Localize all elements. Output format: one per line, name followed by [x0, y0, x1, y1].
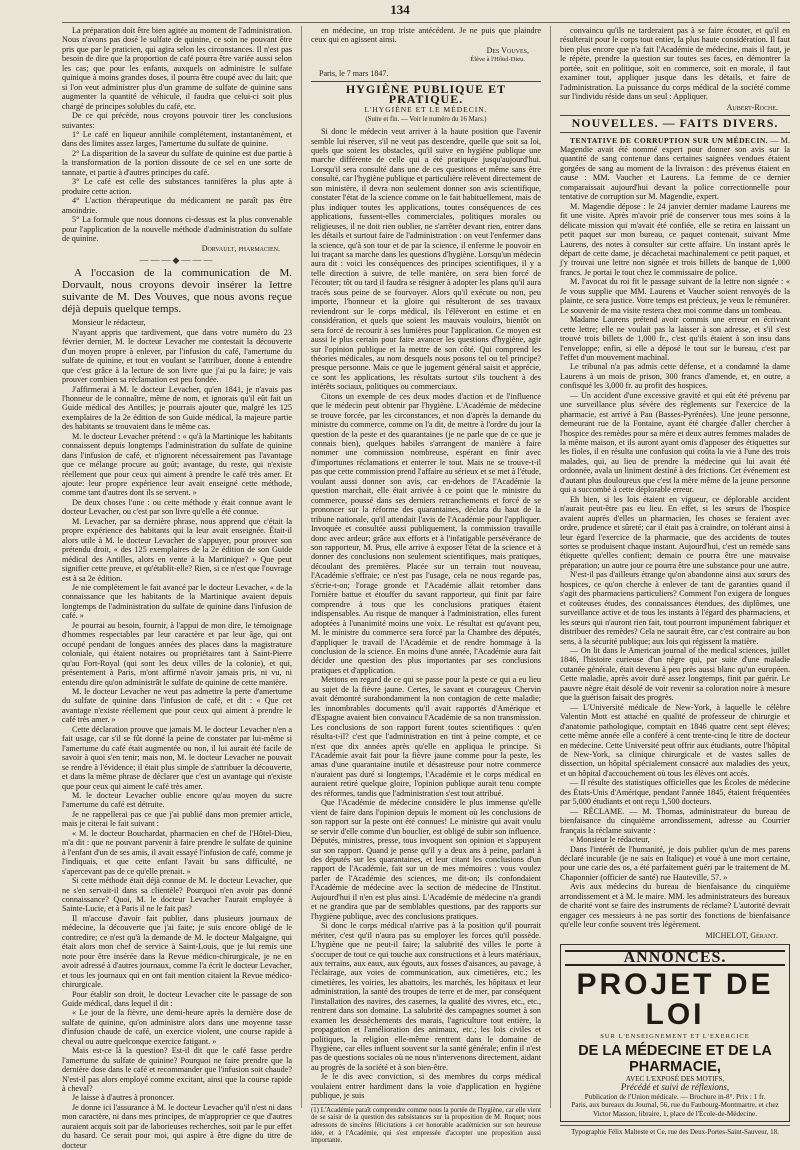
signature-gerant: MICHELOT, Gérant. [705, 930, 778, 940]
paragraph: Avis aux médecins du bureau de bienfaisance du cinquième arrondissement et à M. le maire. MM. les administrateurs des bureaux de charité vont se faire des instruments de réclame? L'autorité devrait engager ces messieurs à ne pas sortir des fonctions de bienfaisance qu'elle leur confie souvent très légèrement. [560, 882, 790, 930]
paragraph: « Monsieur le rédacteur, [570, 835, 650, 845]
section-title-nouvelles: NOUVELLES. — FAITS DIVERS. [571, 116, 779, 131]
paragraph: Il m'accuse d'avoir fait publier, dans plusieurs journaux de médecine, la découverte que j'ai faite; je suis encore obligé de le contredire; ce n'est qu'à la demande de M. le docteur Malgaigne, qui était alors mon chef de service à Saint-Louis, que je lui remis une note pour être insérée dans la Revue médico-chirurgicale, je ne en avoir adressé à d'autres journaux, comme l'a écrit le docteur Levacher, et tous les journaux qui en ont fait mention citaient la Revue médico-chirurgicale. [62, 913, 292, 990]
paragraph: M. l'avocat du roi fit le passage suivant de la lettre non signée : « Je vous supplie que MM. Laurens et Vaucher soient renvoyés de la plainte, ce sera justice. Votre temps est précieux, je veux le rémunérer. Le souvenir de ma visite restera chez moi comme dans un tombeau. [560, 277, 790, 315]
footnote: (1) L'Académie paraît comprendre comme nous la portée de l'hygiène, car elle vient de se saisir de la question des subsistances sur la proposition de M. Roquet; nous adressons de sincères félicitations à cet honorable académicien sur son heureuse idée, et à l'Académie, qui s'est empressée d'accepter une proposition aussi importante. [311, 1104, 541, 1145]
paragraph: — L'Université médicale de New-York, à laquelle le célèbre Valentin Mott est attaché en qualité de professeur de chirurgie et d'anatomie pathologique, comptait en 1846 quatre cent sept élèves; cette même année elle a conféré à cent trente-cinq le titre de docteur en médecine. Cette Université peut offrir aux étudiants, outre l'hôpital de New-York, sa clinique chirurgicale et de vastes salles de dissection, un hôpital spécialement consacré aux maladies des yeux, et un hôpital d'accouchement où tous les élèves ont accès. [560, 702, 790, 778]
paragraph: « M. le docteur Bouchardat, pharmacien en chef de l'Hôtel-Dieu, m'a dit : que ne pouvant parvenir à faire prendre le sulfate de quinine à l'enfant d'un de ses amis, il avait essayé l'infusion de café, comme je l'indiquais, et que cette enfant l'avait bu sans difficulté, ne s'apercevant pas de ce qu'elle prenait. » [62, 828, 292, 876]
news-item [560, 136, 790, 202]
paragraph: J'affirmerai à M. le docteur Levacher, qu'en 1841, je n'avais pas l'honneur de le connaître, même de nom, et ignorais qu'il eût fait un Guide médical des Antilles; je pourrais ajouter que, malgré les 125 exemplaires de la 2e édition de son Guide médical, la majeure partie des habitants se trouvaient dans le même cas. [62, 384, 292, 432]
column-divider [550, 26, 551, 1108]
advertisement [560, 944, 790, 1122]
article-title: L'HYGIÈNE ET LE MÉDECIN. [364, 105, 488, 115]
ad-italic-line: Précédé et suivi de réflexions, [620, 1082, 730, 1093]
column-1 [62, 26, 292, 1150]
paragraph: Si donc le médecin veut arriver à la haute position que l'avenir semble lui réserver, s'il ne veut pas descendre, quelle que soit sa loi, quels que soient les obstacles, qu'il suive en hygiène publique une marche différente de celle qui a été pratiquée jusqu'aujourd'hui. Lorsqu'il sera consulté dans une de ces questions et même sans être consulté, car l'hygiène publique et particulière relèvent directement de son ministère, il devra non seulement donner son avis scientifique, constater l'état de la science comme on le fait habituellement, mais de plus indiquer toutes les applications, toutes conséquences de ces applications, fussent-elles commerciales, politiques morales ou religieuses, il ne doit rien oublier, ne s'arrêter devant rien, entrer dans les détails et surtout faire de l'administration : on veut l'enfermer dans la science, qu'à son tour et de par la science, il enferme le pouvoir en lui traçant sa marche dans les questions d'hygiène. Lorsqu'un médecin aura dit : voici les conséquences des principes scientifiques, il y a telle direction à suivre, de telle manière, on sera bien forcé de l'écouter; tôt ou tard il faudra se résigner à adopter les plans qu'il aura tracés sous peine de se fourvoyer. Alors qu'il exécute ou non, peu importe, l'honneur et la gloire qui résulteront de ses travaux reviendront sur le corps médical, ils l'élèveront en estime et en considération, et quels que soient les mauvais vouloirs, bientôt on sera forcé de recourir à ses lumières pour l'application. Ce moyen est aussi le plus certain pour faire avancer les questions d'hygiène, agir sur l'opinion publique et la mettre de son côté. Qui comprend les théories médicales, au nom desquels nous posons tel ou tel principe? presque personne. Mais ce que le jugement général saisit et apprécie, ce sont les applications, les résultats surtout s'ils touchent à des intérêts sociaux, politiques ou commerciaux. [311, 127, 541, 392]
paragraph: De deux choses l'une : ou cette méthode y était connue avant le docteur Levacher, ou c'est par son livre qu'elle a été connue. [62, 497, 292, 517]
ad-title: PROJET DE LOI [576, 967, 774, 1031]
paragraph: Je le dis avec conviction, si des membres du corps médical voulaient entrer hardiment dans la voie d'application en hygiène publique, je suis [311, 1072, 541, 1101]
paragraph: Cette déclaration prouve que jamais M. le docteur Levacher n'en a fait usage, car s'il se fût donné la peine de constater par lui-même si l'amertume du café était augmentée ou non, il lui aurait été facile de savoir à quoi s'en tenir; mais non, M. le docteur Levacher ne pouvait se rendre à l'évidence; il était plus simple de s'attribuer la découverte, et dans la même phrase de déclarer que c'est un avantage qui n'existe que pour ceux qui aiment le café très amer. [62, 724, 292, 791]
section-rule [560, 132, 790, 133]
header-rule [62, 22, 790, 23]
paragraph: N'ayant appris que tardivement, que dans votre numéro du 23 février dernier, M. le docteur Levacher me contestait la découverte d'un moyen propre à enlever, par l'infusion du café, l'amertume du sulfate de quinine, et tout en voulant se l'attribuer, donne à entendre que c'est grâce à la lecture de son livre que j'ai pu la faire; je vais prouver combien sa réclamation est peu fondée. [62, 327, 292, 385]
paragraph: De ce qui précède, nous croyons pouvoir tirer les conclusions suivantes: [62, 111, 292, 130]
news-item-heading: TENTATIVE DE CORRUPTION SUR UN MÉDECIN. [570, 135, 769, 145]
conclusion-item: 5° La formule que nous donnons ci-dessus est la plus convenable pour l'application de la nouvelle méthode d'administration du sulfate de quinine. [62, 215, 292, 243]
signature-des-vouves: Des Vouves, [486, 45, 529, 55]
paragraph: Madame Laurens prétend avoir commis une erreur en écrivant cette lettre; elle ne voulait pas la laisser à son adresse, et s'il s'est trouvé trois billets de 1,000 fr., c'est qu'ils étaient à son insu dans l'enveloppe; enfin, si elle a déposé le tout sur le bureau, c'est par l'effet d'un mouvement machinal. [560, 315, 790, 362]
paragraph: en médecine, un trop triste antécédent. Je ne puis que plaindre ceux qui en agissent ainsi. [311, 26, 541, 45]
ad-line: Paris, aux bureaux du Journal, 56, rue du Faubourg-Montmartre, et chez Victor Masson, libraire, 1, place de l'École-de-Médecine. [571, 1101, 779, 1118]
column-2 [311, 26, 541, 1145]
column-3 [560, 26, 791, 1137]
paragraph: M. le docteur Levacher prétend : « qu'à la Martinique les habitants connaissent depuis longtemps l'administration du sulfate de quinine dans l'infusion de café, et n'ignorent nécessairement pas l'avantage que ce mélange procure au goût; avantage, du reste, qui n'existe réellement que pour ceux qui aiment à prendre le café très amer. Et ajoute: leur propre expérience leur avait enseigné cette méthode, comme tant d'autres dont ils se servent. » [62, 431, 292, 498]
conclusion-item: 4° L'action thérapeutique du médicament ne paraît pas être amoindrie. [62, 196, 292, 215]
paragraph: — On lit dans le American journal of the medical sciences, juillet 1846, l'histoire curieuse d'un nègre qui, par suite d'une maladie cutanée générale, était devenu à peu près aussi blanc qu'un européen. Cette maladie, après avoir duré assez longtemps, finit par guérir. Le pauvre nègre était désolé de voir revenir sa coloration noire à mesure que la guérison faisait des progrès. [560, 646, 790, 703]
paragraph: Mais est-ce là la question? Est-il dit que le café fasse perdre l'amertume du sulfate de quinine? Pourquoi ne faire prendre que la dernière dose dans le café et recommander que l'infusion soit chaude? N'est-il pas alors employé comme excitant, ainsi que la course rapide à cheval? [62, 1046, 292, 1094]
salutation: Monsieur le rédacteur, [72, 318, 146, 328]
paragraph: M. le docteur Levacher ne veut pas admettre la perte d'amertume du sulfate de quinine dans l'infusion de café, et dit : « Que cet avantage n'existe réellement que pour ceux qui aiment à prendre le café très amer. » [62, 687, 292, 725]
paragraph: Le tribunal n'a pas admis cette défense, et a condamné la dame Laurens à un mois de prison, 300 francs d'amende, et, en outre, a confisqué les 3,000 fr. au profit des hospices. [560, 362, 790, 391]
ornament-divider: ———◆——— [139, 254, 215, 265]
paragraph: Je nie complétement le fait avancé par le docteur Levacher, « de la connaissance que les habitants de la Martinique avaient depuis longtemps de l'administration du sulfate de quinine dans l'infusion de café. » [62, 583, 292, 621]
paragraph: « Le jour de la fièvre, une demi-heure après la dernière dose de sulfate de quinine, qu'on administre alors dans une moyenne tasse d'infusion chaude de café, un exercice violent, une course rapide à cheval ou autre quelconque exercice fatigant. » [62, 1008, 292, 1046]
paragraph: Si cette méthode était déjà connue de M. le docteur Levacher, que ne s'en servait-il dans sa clientèle? Pourquoi n'en avoir pas donné connaissance? Quoi, M. le docteur Levacher l'aurait employée à Sainte-Lucie, et à Paris il ne le fait pas? [62, 876, 292, 914]
conclusion-item: 2° La disparition de la saveur du sulfate de quinine est due partie à la transformation de la portion dissoute de ce sel en une sorte de tannate, et partie à d'autres principes du café. [62, 148, 292, 177]
signature-aubert-roche: Aubert-Roche. [726, 102, 778, 112]
paragraph: Dans l'intérêt de l'humanité, je dois publier qu'un de mes parens déclaré incurable (je ne sais en Italique) et voué à une mort certaine, pour une carie des os, a été parfaitement guéri par le traitement de M. Chaponnier (officier de santé) rue Hauteville, 57. » [560, 844, 790, 882]
intro-paragraph: A l'occasion de la communication de M. Dorvault, nous croyons devoir insérer la lettre suivante de M. Des Vouves, que nous avons reçue déjà depuis quelque temps. [62, 267, 292, 316]
conclusion-item: 1° Le café en liqueur annihile complétement, instantanément, et dans des limites assez larges, l'amertume du sulfate de quinine. [62, 129, 292, 149]
news-item-text: — M. Magendie avait été nommé expert pour donner son avis sur la quantité de sang contenue dans certaines saignées vendues étaient gorgées de sang au moment de la livraison : des prévenus étaient en cause : MM. Vaucher et Laurens. La femme de ce dernier comparaissait aujourd'hui devant la police correctionnelle pour tentative de corruption sur M. Magendie, expert. [560, 135, 791, 202]
ad-line: AVEC L'EXPOSÉ DES MOTIFS, [625, 1074, 725, 1083]
paragraph: M. Levacher, par sa dernière phrase, nous apprend que c'était la propre expérience des habitants qui la leur avait enseignée. Était-il alors utile à M. le docteur Levacher de s'appuyer, pour prouver son prétendu droit, « des 125 exemplaires de la 2e édition de son Guide médical des Antilles, alors en vente à la Martinique? » Que peut signifier cette preuve, et qu'établit-elle? Rien, si ce n'est que l'ouvrage est à sa 2e édition. [62, 516, 292, 583]
ad-line: Publication de l'Union médicale. — Brochure in-8°. Prix : 1 fr. [584, 1092, 766, 1101]
paragraph: M. Magendie dépose : le 24 janvier dernier madame Laurens me fit une visite. Après m'avoir prié de conserver tous mes soins à la délicate mission qui m'avait été confiée, elle se retira en laissant un petit paquet sur mon bureau, ce paquet contenait, suivant Mme Laurens, des notes à consulter sur cette affaire. Un instant après le départ de cette dame, je décachetai machinalement ce petit paquet, et j'y trouvai une lettre non signée et trois billets de banque de 1,000 francs. Je portai le tout chez le commissaire de police. [560, 201, 790, 277]
article-note: (Suite et fin. — Voir le numéro du 16 Mars.) [365, 115, 487, 123]
paragraph: Je ne rappellerai pas ce que j'ai publié dans mon premier article, mais je citerai le fait suivant : [62, 809, 292, 829]
paragraph: M. le docteur Levacher oublie encore qu'au moyen du sucre l'amertume du café est détruite. [62, 790, 292, 810]
paragraph: Pour établir son droit, le docteur Levacher cite le passage de son Guide médical, dans lequel il dit : [62, 989, 292, 1008]
paragraph: — Il résulte des statistiques officielles que les Écoles de médecine des États-Unis d'Amérique, pendant l'année 1845, étaient fréquentées par 5,000 étudiants et ont reçu 1,500 docteurs. [560, 778, 790, 807]
paragraph: Je donne ici l'assurance à M. le docteur Levacher qu'il n'est ni dans mon caractère, ni dans mes principes, de m'approprier ce que d'autres auraient acquis soit par de laborieuses recherches, soit par le pur effet du hasard. Ce serait pour moi, qui aspire à être digne du titre de docteur [62, 1102, 292, 1150]
columns [62, 26, 791, 1150]
annonces-heading: ANNONCES. [565, 950, 785, 965]
paragraph: Je laisse à d'autres à prononcer. [72, 1093, 175, 1103]
paragraph: Si donc le corps médical n'arrive pas à la position qu'il pourrait mériter, c'est qu'il n'aura pas su employer les forces qu'il possède. L'hygiène que ne peut-il faire; la salubrité des villes le porte à s'occuper de tout ce qui touche aux constructions et à leurs matériaux, aux terrains, aux eaux, aux égouts, aux fosses d'aisances, au pavage, à l'éclairage, aux voies de communication, aux cimetières, etc.; les cimetières, les voiries, les abattoirs, les marchés, les hôpitaux et leur administration, la santé des troupes de terre et de mer, par conséquent l'installation des navires, des casernes, la qualité des vivres, etc., etc., rentrent dans son domaine. La salubrité des campagnes soumet à son examen les dessèchements des marais, l'agriculture tout entière, la propagation et l'amélioration des animaux, etc.; les lois civiles et politiques, la religion elle-même rentrent dans le domaine de l'hygiène, car elles influent souvent sur la santé générale; enfin il n'est pas de questions sociales où ne nous n'intervenons directement, aidant au progrès de la société et à son bien-être. [311, 921, 541, 1072]
paragraph: Mettons en regard de ce qui se passe pour la peste ce qui a eu lieu au sujet de la fièvre jaune. Certes, le savant et courageux Chervin avait démontré surabondamment la non contagion de cette maladie; les innombrables documents qu'il avait rapportés d'Amérique et d'Espagne avaient bien convaincu l'Académie de sa non transmission. Les conclusions de son rapport furent toutes scientifiques : qu'en résulta-t-il? c'est que l'administration en tint à peine compte, et ce n'est que dix années après qu'elle en appliqua le principe. Si l'Académie avait fait pour la fièvre jaune comme pour la peste, les amas d'une quarantaine inutile et désastreuse pour notre commerce n'auraient pas duré si longtemps, l'Académie et le corps médical en auraient retiré quelque gloire, l'opinion publique aurait tenu compte des réformes, tandis que l'administration s'est tout attribué. [311, 675, 541, 798]
page-number: 134 [390, 2, 410, 17]
conclusion-item: 3° Le café est celle des substances tannifères la plus apte à produire cette action. [62, 177, 292, 196]
printer-imprint: Typographie Félix Malteste et Ce, rue des Deux-Portes-Saint-Sauveur, 18. [560, 1125, 790, 1137]
paragraph: Eh bien, si les lois étaient en vigueur, ce déplorable accident n'aurait peut-être pas eu lieu. En effet, si les sœurs de l'hospice avaient auprès d'elles un pharmacien, les choses se feraient avec ordre, prudence et sûreté; car il était pas à craindre, on tolérant ainsi à leur égard l'exercice de la pharmacie, que des accidents de toutes sortes se produisent chaque instant. Aujourd'hui, c'est un remède sans étiquette qu'elles confient; demain ce pourra être une mauvaise préparation; un autre jour ce pourra être une substance pour une autre. [560, 494, 790, 570]
paragraph: La préparation doit être bien agitée au moment de l'administration. Nous n'avons pas dosé le sulfate de quinine, ce soin ne pouvant être pris que par le praticien, qui agira selon les circonstances. Il n'est pas besoin de dire que la proportion de café pourra être variée aussi selon les cas; que pour les enfants, auxquels on administre le sulfate quinique à moins grandes doses, il pourra être coupé avec du lait; que si l'on veut administrer plus d'un gramme de sulfate de quinine sans augmenter la quantité de véhicule, il faudra que celui-ci soit plus chargé de principes solubles du café, etc. [62, 26, 292, 111]
dateline: Paris, le 7 mars 1847. [319, 68, 389, 78]
paragraph: convaincu qu'ils ne tarderaient pas à se faire écouter, et qu'il en résulterait pour le corps tout entier, la plus haute considération. Il faut bien plus encore que n'a fait l'Académie de médecine, mais il faut, je le répète, prendre la question sur toutes ses faces, en démontrer la portée, soit en politique, soit en commerce, soit en morale, il faut examiner tout, appliquer jusque dans les détails, et faire de l'administration. La puissance du corps médical de la société comme sur l'individu réside dans un seul : Appliquer. [560, 26, 790, 102]
signature-title: Élève à l'Hôtel-Dieu. [470, 56, 525, 64]
paragraph: Citons un exemple de ces deux modes d'action et de l'influence que le médecin peut obtenir par l'hygiène. L'Académie de médecine se trouve forcée, par les circonstances, et non d'après la demande du ministre du commerce, comme on l'a dit, de mettre à l'ordre du jour la question de la peste et des quarantaines (je ne parle que de ce que je connais bien), quelques habiles s'arrangent de manière à faire nommer une commission nombreuse, espérant en finir avec d'importunes réclamations et enterrer le tout. Mais ne se trouve-t-il pas que cette commission prend l'affaire au sérieux et se met à l'étude, voulant aussi donner son avis, car en-dehors de l'Académie la question marchait, elle était arrivée à ce point que le ministre du commerce, poussé dans ses derniers retranchements et forcé de se prononcer sur la réforme des quarantaines, déclara du haut de la tribune nationale, qu'il attendait l'avis de l'Académie pour l'appliquer. Invoquée et consultée aussi publiquement, la commission travaille donc avec ardeur; grâce aux efforts et à l'infatigable persévérance de son rapporteur, M. Prus, elle arrive à exposer l'état de la science et à donner des conclusions non seulement scientifiques, mais pratiques, découlant des premières. Placée sur un terrain tout nouveau, l'Académie s'effraie; ce n'est pas l'usage, cela ne nous regarde pas, s'écrie-t-on; l'orage gronde et l'Académie allait retomber dans l'ornière battue et étouffer du savant rapporteur, qui finit par faire comprendre à tous que les conclusions pratiques étaient indispensables. Au risque de manquer à l'administration, elles furent adoptées à l'unanimité moins une voix. Le résultat est qu'avant peu, M. le ministre du commerce sera forcé par la Chambre des députés, d'appliquer le travail de l'Académie et de rendre hommage à la conclusion de la science. En moins d'une année, l'Académie aura fait décider une question des plus importantes par ses conclusions pratiques et d'application. [311, 391, 541, 675]
paragraph: Que l'Académie de médecine considère le plus immense qu'elle vient de faire dans l'opinion depuis le moment où les conclusions de son rapport sur la peste ont été connues! Le ministre qui avait voulu se servir d'elle comme d'un bouclier, est obligé de subir son influence. Députés, ministres, presse, tous invoquent son opinion et s'appuyent sur son rapport. Quand je pense qu'il y a deux ans à peine, parlant à des députés sur les quarantaines, et leur citant les conclusions d'un rapport de l'Académie, fait sur un de mes mémoires : vous voulez parler de l'Académie des sciences, me dit-on; ils confondaient l'Académie de médecine avec la section de médecine de l'Institut. Aujourd'hui il n'en est plus ainsi. L'Académie de médecine n'a grandi et ne grandira que par de semblables questions, par des rapports sur l'hygiène publique, avec des conclusions pratiques. [311, 798, 541, 921]
paragraph: Je pourrai au besoin, fournir, à l'appui de mon dire, le témoignage d'hommes respectables par leur caractère et par leur âge, qui ont occupé pendant de longues années des places dans la magistrature coloniale, qui étaient notaires ou propriétaires tant à Saint-Pierre qu'au Fort-Royal (qui sont les deux villes de la colonie), et qui, présentement à Paris, m'ont affirmé n'avoir jamais pris, ni vu, ni entendu dire qu'on administrât le sulfate de quinine de cette manière. [62, 620, 292, 687]
paragraph: — Un accident d'une excessive gravité et qui eût été prévenu par une surveillance plus sévère des règlements sur l'exercice de la pharmacie, est arrivé à Pau (Basses-Pyrénées). Une jeune personne, demeurant rue de la Fontaine, ayant été chargée d'aller chercher à l'hospice des remèdes pour sa mère et deux autres femmes malades de la même maison, et ils auront ayant omis d'apposer des étiquettes sur les fioles, il en résulta une confusion qui coûta la vie à l'une des trois malades, qui, au lieu de prendre la médecine qui lui avait été ordonnée, avala un liniment destiné à des frictions. Cet événement est d'autant plus douloureux que c'est la mère même de la jeune personne qui a succombé à cette déplorable erreur. [560, 390, 790, 495]
signature-dorvault: Dorvault, pharmacien. [201, 244, 280, 254]
column-divider [301, 26, 302, 1108]
ad-subtitle: SUR L'ENSEIGNEMENT ET L'EXERCICE [600, 1032, 750, 1040]
section-title-hygiene: HYGIÈNE PUBLIQUE ET PRATIQUE. [345, 82, 507, 106]
paragraph: — RÉCLAME. — M. Thomas, administrateur du bureau de bienfaisance du cinquième arrondissement, adresse au Courrier français la réclame suivante : [560, 806, 790, 835]
paragraph: N'est-il pas d'ailleurs étrange qu'on abandonne ainsi aux sœurs des hospices, ce qu'on cherche à enlever de tant de garanties quand il s'agit des pharmaciens particuliers? Comment l'on exigera de longues et coûteuses études, des connaissances étendues, des diplômes, une surveillance active et de tous les instants à l'égard des pharmaciens, et les sœurs qui n'auront rien fait, tout pourront impunément fabriquer et distribuer des remèdes? Cela ne saurait être, car c'est contraire au bon sens, à la sécurité publique; aux lois qui régissent la matière. [560, 570, 790, 646]
ad-main-heading: DE LA MÉDECINE ET DE LA PHARMACIE, [578, 1042, 772, 1075]
